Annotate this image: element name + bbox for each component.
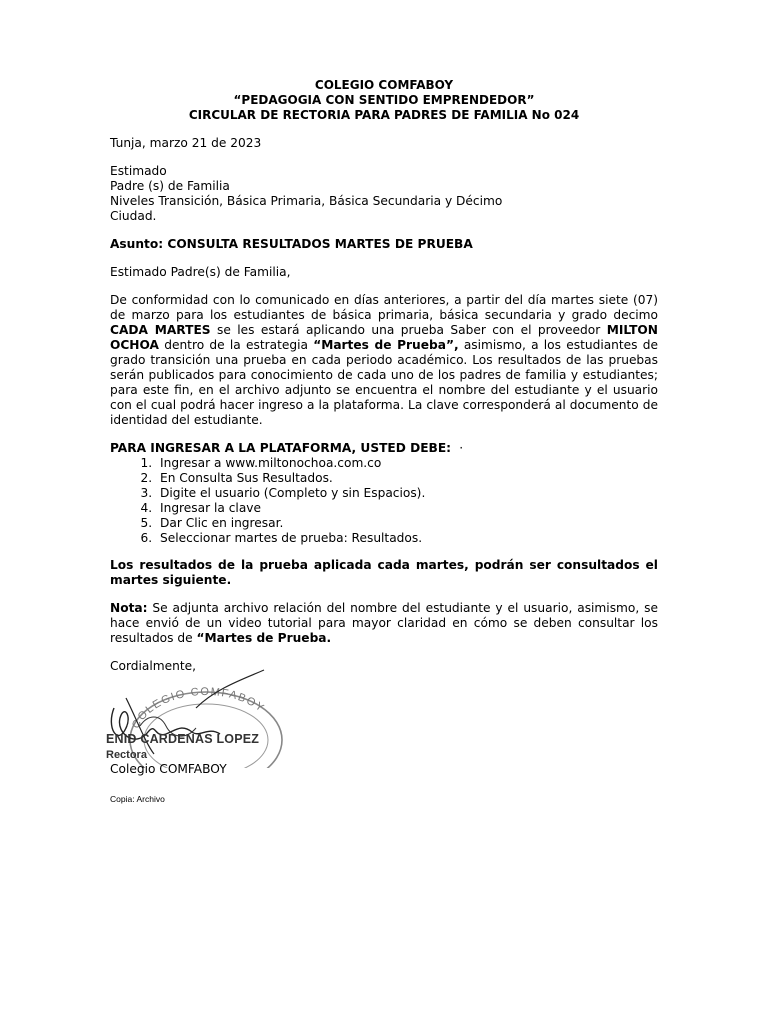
body-paragraph <box>110 293 658 428</box>
subject-label: Asunto: <box>110 237 164 251</box>
body-text: dentro de la estrategia <box>158 338 314 352</box>
list-item: 4. Ingresar la clave <box>156 501 658 516</box>
nota-text: Se adjunta archivo relación del nombre del estudiante y el usuario, asimismo, se hace envió de un video tutorial para mayor claridad en cómo se deben consultar los resultados de <box>110 601 658 645</box>
instructions-heading-text: PARA INGRESAR A LA PLATAFORMA, USTED DEBE: <box>110 441 452 455</box>
list-item: 2. En Consulta Sus Resultados. <box>156 471 658 486</box>
letter-header <box>110 78 658 123</box>
letter-date: Tunja, marzo 21 de 2023 <box>110 136 262 150</box>
nota-paragraph <box>110 601 658 646</box>
greeting: Estimado Padre(s) de Familia, <box>110 265 291 279</box>
nota-label: Nota: <box>110 601 148 615</box>
school-motto: “PEDAGOGIA CON SENTIDO EMPRENDEDOR” <box>233 93 535 107</box>
body-text: asimismo, a los estudiantes de grado transición una prueba en cada periodo académico. Los resultados de las pruebas serán publicados para conocimiento de cada uno de los padres de familia y estudiantes; para este fin, en el archivo adjunto se encuentra el nombre del estudiante y el usuario con el cual podrá hacer ingreso a la plataforma. La clave corresponderá al documento de identidad del estudiante. <box>110 338 658 427</box>
list-item: 5. Dar Clic en ingresar. <box>156 516 658 531</box>
recipient-block <box>110 164 658 224</box>
results-note: Los resultados de la prueba aplicada cada martes, podrán ser consultados el martes siguiente. <box>110 558 658 587</box>
list-item: 6. Seleccionar martes de prueba: Resultados. <box>156 531 658 546</box>
circular-title: CIRCULAR DE RECTORIA PARA PADRES DE FAMILIA No 024 <box>188 108 580 122</box>
stamp-text: COLEGIO COMFABOY <box>129 685 267 731</box>
signature-block <box>106 674 658 776</box>
instructions-list <box>110 456 658 546</box>
school-name: COLEGIO COMFABOY <box>314 78 454 92</box>
body-text: se les estará aplicando una prueba Saber con el proveedor <box>210 323 607 337</box>
recipient-line: Estimado <box>110 164 167 178</box>
recipient-line: Niveles Transición, Básica Primaria, Básica Secundaria y Décimo <box>110 194 503 208</box>
list-item: 3. Digite el usuario (Completo y sin Espacios). <box>156 486 658 501</box>
recipient-line: Ciudad. <box>110 209 157 223</box>
bullet-mark: · <box>459 441 464 455</box>
body-emphasis: CADA MARTES <box>110 323 211 337</box>
signatory-school: Colegio COMFABOY <box>110 762 227 776</box>
instructions-heading <box>110 441 658 456</box>
signatory-name: ENID CARDENAS LOPEZ <box>106 732 260 746</box>
strategy-name: “Martes de Prueba”, <box>313 338 459 352</box>
subject-text: CONSULTA RESULTADOS MARTES DE PRUEBA <box>167 237 473 251</box>
recipient-line: Padre (s) de Familia <box>110 179 230 193</box>
list-item: 1. Ingresar a www.miltonochoa.com.co <box>156 456 658 471</box>
nota-emphasis: “Martes de Prueba. <box>196 631 332 645</box>
provider-name: MILTON OCHOA <box>110 323 658 352</box>
letter <box>106 78 658 807</box>
signatory-role: Rectora <box>106 749 147 761</box>
subject-line <box>110 237 658 252</box>
closing: Cordialmente, <box>110 659 196 673</box>
copy-note: Copia: Archivo <box>110 794 165 804</box>
body-text: De conformidad con lo comunicado en días anteriores, a partir del día martes siete (07) de marzo para los estudiantes de básica primaria, básica secundaria y grado decimo <box>110 293 658 322</box>
